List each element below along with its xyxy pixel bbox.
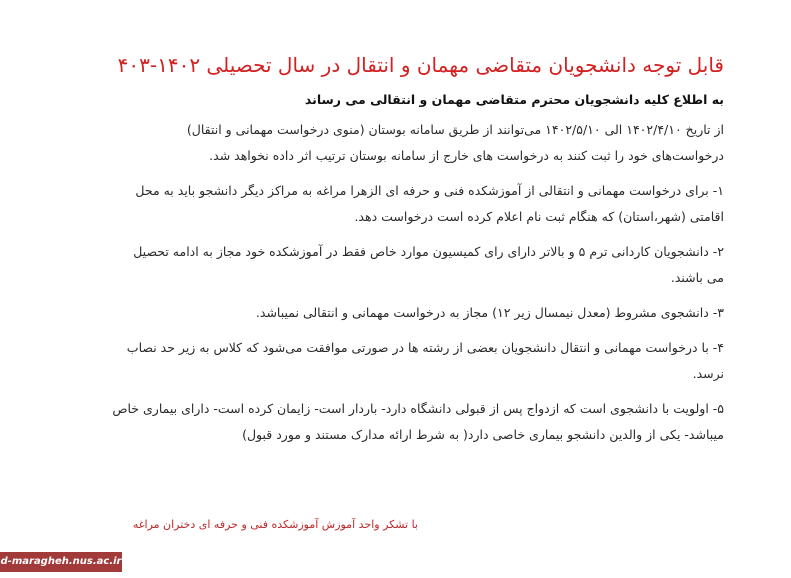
- rule-1-paragraph: [118, 178, 724, 230]
- paragraph-line: ۲- دانشجویان کاردانی ترم ۵ و بالاتر دارای رای کمیسیون موارد خاص فقط در آموزشکده خود مجاز به ادامه تحصیل: [133, 244, 724, 259]
- thanks-signature: با تشکر واحد آموزش آموزشکده فنی و حرفه ای دختران مراغه: [132, 518, 418, 531]
- date-range-paragraph: [118, 117, 724, 169]
- paragraph-line: ۵- اولویت با دانشجوی است که ازدواج پس از قبولی دانشگاه دارد- باردار است- زایمان کرده است- دارای بیماری خاص: [112, 401, 724, 416]
- paragraph-line: می باشند.: [670, 270, 724, 285]
- paragraph-line: از تاریخ ۱۴۰۲/۴/۱۰ الی ۱۴۰۲/۵/۱۰ می‌توانند از طریق سامانه بوستان (منوی درخواست مهمانی و انتقال): [186, 122, 724, 137]
- rule-3-paragraph: [118, 300, 724, 326]
- notice-title: قابل توجه دانشجویان متقاضی مهمان و انتقال در سال تحصیلی ۱۴۰۲-۴۰۳: [117, 53, 724, 77]
- paragraph-line: ۳- دانشجوی مشروط (معدل نیمسال زیر ۱۲) مجاز به درخواست مهمانی و انتقالی نمیباشد.: [255, 305, 724, 320]
- paragraph-line: اقامتی (شهر،استان) که هنگام ثبت نام اعلام کرده است درخواست دهد.: [354, 209, 724, 224]
- paragraph-line: نرسد.: [692, 366, 724, 381]
- paragraph-line: ۴- با درخواست مهمانی و انتقال دانشجویان بعضی از رشته ها در صورتی موافقت می‌شود که کلاس به زیر حد نصاب: [126, 340, 724, 355]
- notice-subtitle: به اطلاع کلیه دانشجویان محترم متقاضی مهمان و انتقالی می رساند: [304, 92, 724, 107]
- rule-5-paragraph: [112, 396, 724, 448]
- paragraph-line: ۱- برای درخواست مهمانی و انتقالی از آموزشکده فنی و حرفه ای الزهرا مراغه به مراکز دیگر دانشجو باید به محل: [135, 183, 724, 198]
- paragraph-line: درخواست‌های خود را ثبت کنند به درخواست های خارج از سامانه بوستان ترتیب اثر داده نخواهد شد.: [209, 148, 724, 163]
- notice-content: [112, 48, 724, 448]
- rule-2-paragraph: [118, 239, 724, 291]
- rule-4-paragraph: [118, 335, 724, 387]
- paragraph-line: میباشد- یکی از والدین دانشجو بیماری خاصی دارد( به شرط ارائه مدارک مستند و مورد قبول): [242, 427, 724, 442]
- site-url-badge[interactable]: d-maragheh.nus.ac.ir: [0, 552, 122, 572]
